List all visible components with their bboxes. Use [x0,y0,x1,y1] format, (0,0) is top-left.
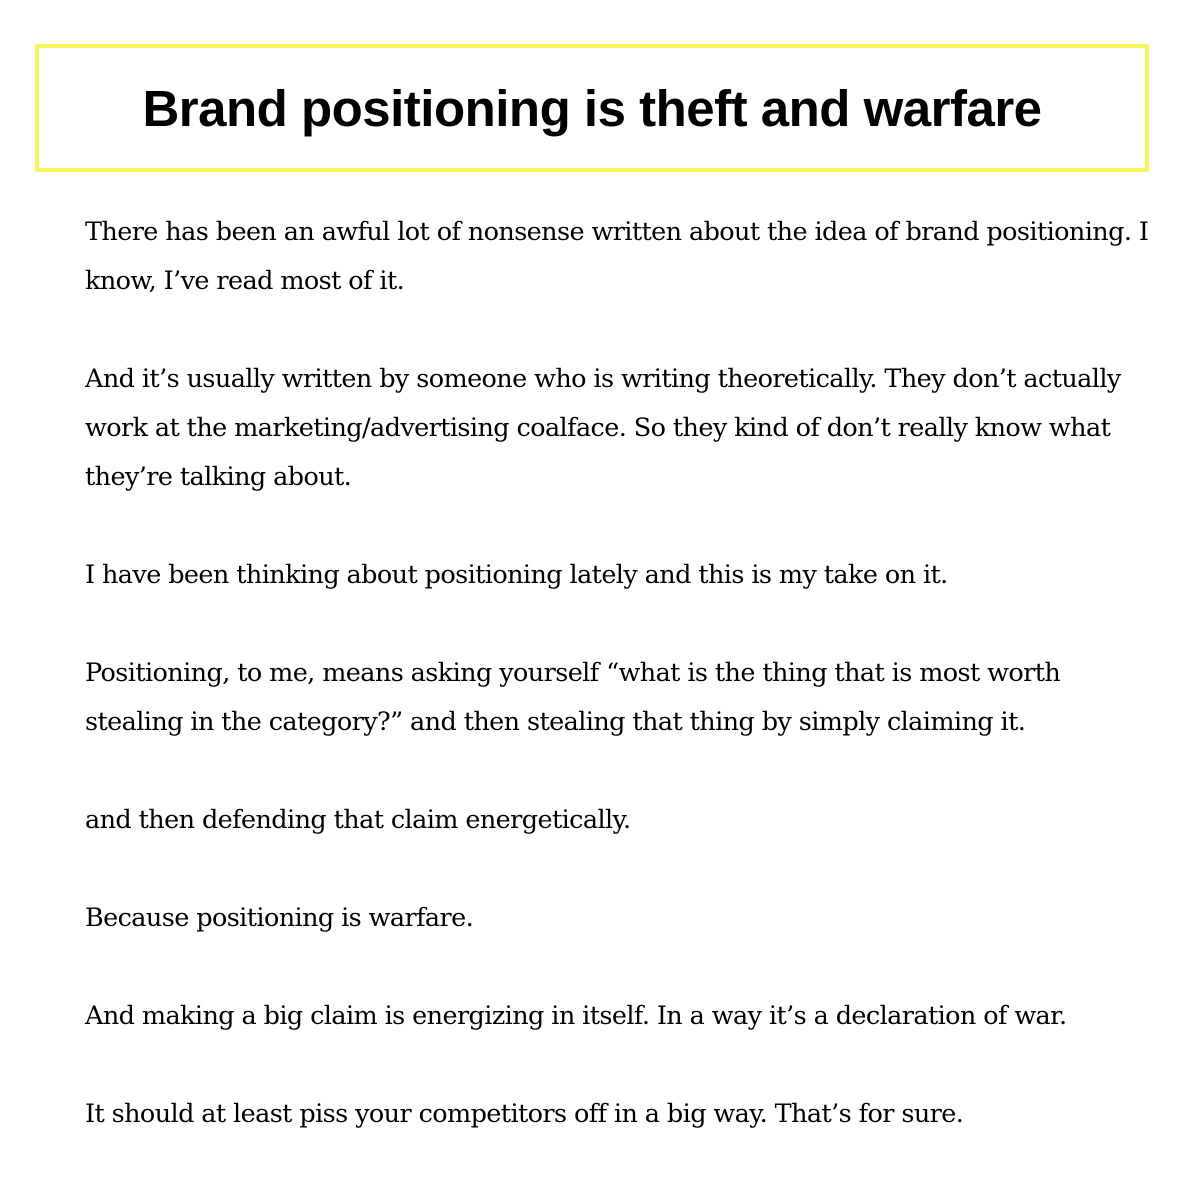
article-body [85,208,1165,1139]
paragraph: There has been an awful lot of nonsense written about the idea of brand positioning. I know, I’ve read most of it. [85,217,1149,296]
paragraph: And making a big claim is energizing in itself. In a way it’s a declaration of war. [85,1001,1067,1031]
paragraph: And it’s usually written by someone who is writing theoretically. They don’t actually work at the marketing/advertising coalface. So they kind of don’t really know what they’re talking about. [85,364,1121,492]
paragraph: It should at least piss your competitors off in a big way. That’s for sure. [85,1099,964,1129]
paragraph: I have been thinking about positioning lately and this is my take on it. [85,560,948,590]
paragraph: Because positioning is warfare. [85,903,474,933]
paragraph: and then defending that claim energetically. [85,805,631,835]
title-highlight-box [35,44,1149,172]
paragraph: Positioning, to me, means asking yourself “what is the thing that is most worth stealing in the category?” and then stealing that thing by simply claiming it. [85,658,1061,737]
article-title: Brand positioning is theft and warfare [142,79,1042,137]
